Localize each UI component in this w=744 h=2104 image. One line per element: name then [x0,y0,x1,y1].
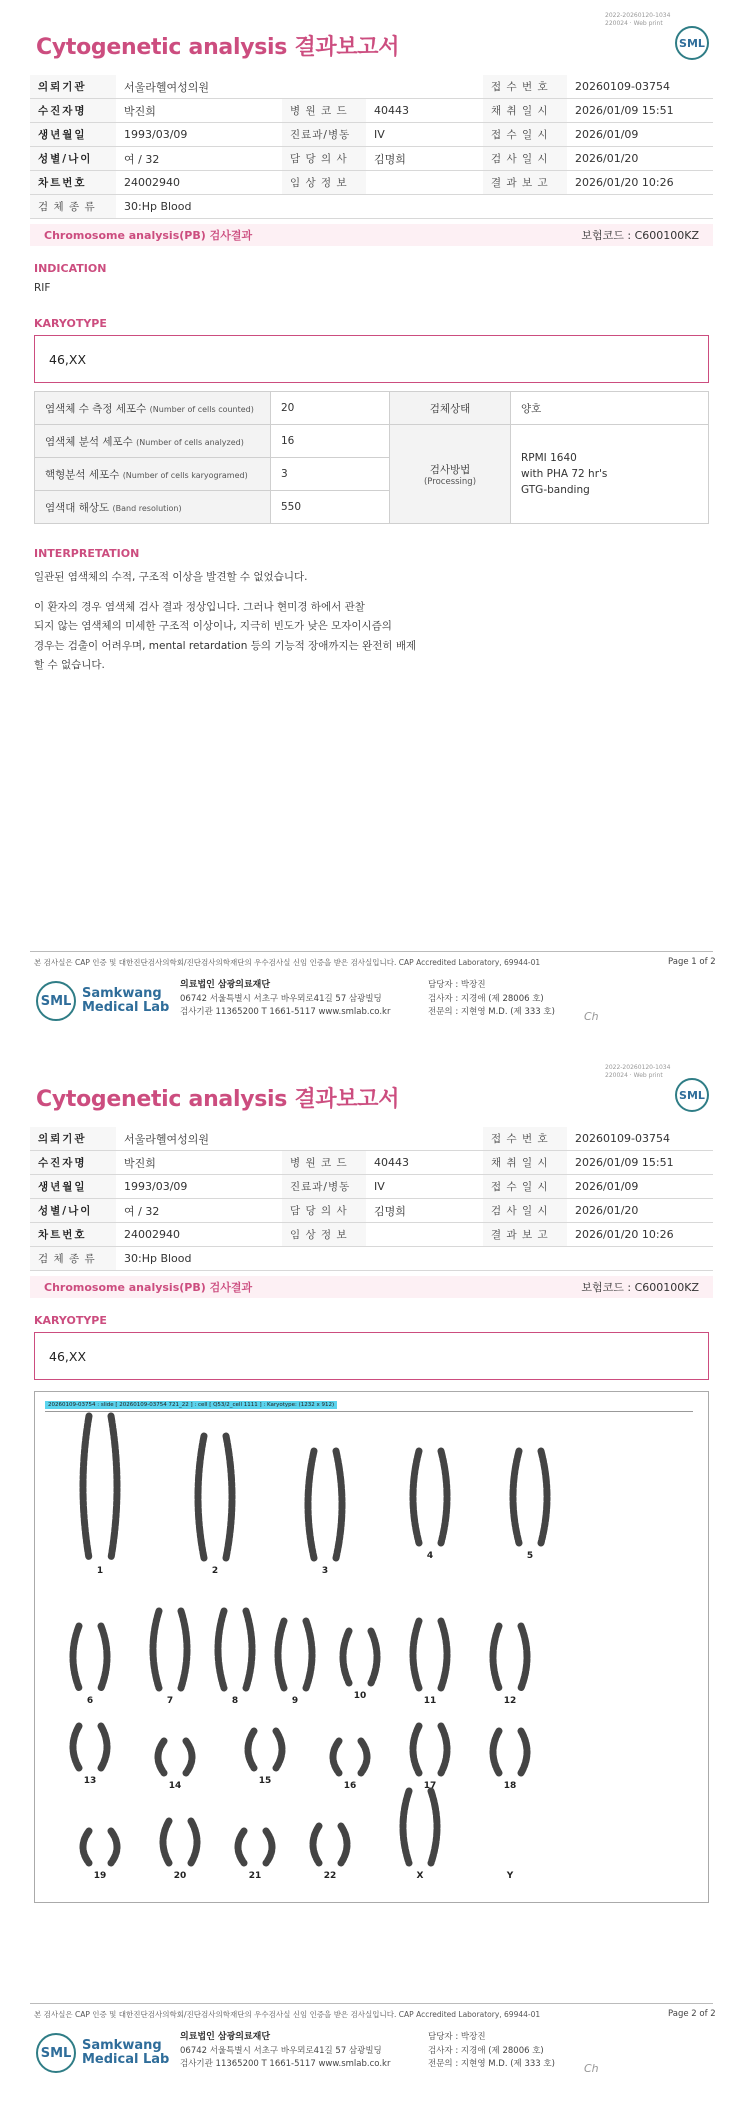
requesting-institution: 서울라헬여성의원 [116,75,483,99]
interpretation-heading: INTERPRETATION [34,547,140,560]
label-cells-karyogramed: 핵형분석 세포수 (Number of cells karyogramed) [35,458,271,491]
label-chart-number: 차트번호 [30,1223,116,1247]
label-band-resolution: 염색대 해상도 (Band resolution) [35,491,271,524]
chromosome-icon [475,1622,545,1692]
patient-name: 박진희 [116,1151,282,1175]
sex-age: 여 / 32 [116,147,282,171]
label-processing-method: 검사방법 (Processing) [390,425,511,524]
label-test-date: 검 사 일 시 [483,1199,567,1223]
label-test-date: 검 사 일 시 [483,147,567,171]
chromosome-icon [65,1827,135,1867]
karyotype-heading: KARYOTYPE [34,317,107,330]
chromosome-pair-22 [295,1822,365,1881]
label-collection-datetime: 채 취 일 시 [483,1151,567,1175]
department: IV [366,123,483,147]
chromosome-pair-17 [395,1722,465,1791]
chromosome-icon [395,1617,465,1692]
chromosome-pair-3 [290,1447,360,1576]
label-cells-counted: 염색체 수 측정 세포수 (Number of cells counted) [35,392,271,425]
chromosome-pair-7 [135,1607,205,1706]
receipt-number: 20260109-03754 [567,75,713,99]
birth-date: 1993/03/09 [116,123,282,147]
print-meta: 2022-20260120-1034 220024 · Web print [605,1064,671,1079]
label-physician: 담 당 의 사 [282,147,366,171]
chromosome-icon [395,1447,465,1547]
label-chart-number: 차트번호 [30,171,116,195]
signature: Ch [584,1010,599,1023]
department: IV [366,1175,483,1199]
chromosome-label: 16 [343,1781,357,1791]
physician: 김명희 [366,1199,483,1223]
specimen-status-value: 양호 [511,392,709,425]
chromosome-label: 22 [323,1871,337,1881]
page-number: Page 1 of 2 [668,957,716,967]
label-hospital-code: 병 원 코 드 [282,99,366,123]
indication-value: RIF [34,282,51,294]
band-resolution-value: 550 [271,491,390,524]
collection-datetime: 2026/01/09 15:51 [567,1151,713,1175]
chromosome-pair-11 [395,1617,465,1706]
chromosome-pair-15 [230,1727,300,1786]
label-specimen-type: 검 체 종 류 [30,195,116,219]
clinical-info [366,1223,483,1247]
karyotype-result-box: 46,XX [34,335,709,383]
label-patient-name: 수진자명 [30,1151,116,1175]
test-date: 2026/01/20 [567,147,713,171]
print-meta: 2022-20260120-1034 220024 · Web print [605,12,671,27]
chromosome-label: 10 [353,1691,367,1701]
label-cells-analyzed: 염색체 분석 세포수 (Number of cells analyzed) [35,425,271,458]
lab-staff: 담당자 : 박장진 검사자 : 지경애 (제 28006 호) 전문의 : 지현영 M.D. (제 333 호) [428,980,555,1017]
label-sex-age: 성별/나이 [30,1199,116,1223]
chromosome-pair-6 [55,1622,125,1706]
label-requesting-institution: 의뢰기관 [30,75,116,99]
indication-heading: INDICATION [34,262,107,275]
chart-number: 24002940 [116,171,282,195]
page-number: Page 2 of 2 [668,2009,716,2019]
chromosome-icon [230,1727,300,1772]
label-patient-name: 수진자명 [30,99,116,123]
cells-counted-value: 20 [271,392,390,425]
accreditation-note: 본 검사실은 CAP 인증 및 대한진단검사의학회/진단검사의학재단의 우수검사실 신임 인증을 받은 검사실입니다. CAP Accredited Laboratory, 69944-01 [34,2010,541,2019]
chromosome-icon [395,1722,465,1777]
hospital-code: 40443 [366,1151,483,1175]
chromosome-icon [220,1827,290,1867]
chromosome-pair-x [385,1787,455,1881]
chromosome-label: 18 [503,1781,517,1791]
chromosome-label: 19 [93,1871,107,1881]
chromosome-pair-16 [315,1737,385,1791]
signature: Ch [584,2062,599,2075]
receipt-date: 2026/01/09 [567,123,713,147]
patient-info-table [30,1127,713,1271]
chromosome-pair-20 [145,1817,215,1881]
lab-staff: 담당자 : 박장진 검사자 : 지경애 (제 28006 호) 전문의 : 지현영 M.D. (제 333 호) [428,2032,555,2069]
sml-logo-icon: SML [36,981,76,1021]
chromosome-icon [135,1607,205,1692]
label-clinical-info: 임 상 정 보 [282,171,366,195]
label-hospital-code: 병 원 코 드 [282,1151,366,1175]
report-title: Cytogenetic analysis 결과보고서 [36,35,400,60]
label-department: 진료과/병동 [282,1175,366,1199]
karyogram-scale-line [45,1411,693,1412]
label-report-datetime: 결 과 보 고 [483,171,567,195]
chromosome-label: 12 [503,1696,517,1706]
patient-info-table [30,75,713,219]
receipt-date: 2026/01/09 [567,1175,713,1199]
result-section-title: Chromosome analysis(PB) 검사결과 [44,1281,253,1294]
chromosome-icon [55,1622,125,1692]
chromosome-label: 2 [211,1566,219,1576]
chromosome-label: 20 [173,1871,187,1881]
chromosome-label: 21 [248,1871,262,1881]
result-section-bar [30,224,713,246]
chromosome-pair-2 [180,1432,250,1576]
chromosome-icon [385,1787,455,1867]
report-datetime: 2026/01/20 10:26 [567,1223,713,1247]
interpretation-body [34,568,474,676]
label-birth-date: 생년월일 [30,1175,116,1199]
label-specimen-status: 검체상태 [390,392,511,425]
chromosome-pair-14 [140,1737,210,1791]
chromosome-label: 8 [231,1696,239,1706]
chromosome-icon [315,1737,385,1777]
cells-karyogramed-value: 3 [271,458,390,491]
label-clinical-info: 임 상 정 보 [282,1223,366,1247]
label-requesting-institution: 의뢰기관 [30,1127,116,1151]
chromosome-icon [140,1737,210,1777]
karyotype-result-box: 46,XX [34,1332,709,1380]
chromosome-pair-4 [395,1447,465,1561]
chromosome-label: 9 [291,1696,299,1706]
chromosome-label: Y [506,1871,514,1881]
chromosome-label: X [416,1871,424,1881]
sex-age: 여 / 32 [116,1199,282,1223]
chromosome-icon [180,1432,250,1562]
chromosome-icon [475,1787,545,1867]
birth-date: 1993/03/09 [116,1175,282,1199]
chromosome-pair-21 [220,1827,290,1881]
cell-analysis-table [34,391,709,524]
requesting-institution: 서울라헬여성의원 [116,1127,483,1151]
label-collection-datetime: 채 취 일 시 [483,99,567,123]
chromosome-icon [495,1447,565,1547]
sml-logo-icon: SML [36,2033,76,2073]
receipt-number: 20260109-03754 [567,1127,713,1151]
chromosome-label: 4 [426,1551,434,1561]
chromosome-icon [65,1412,135,1562]
karyotype-heading: KARYOTYPE [34,1314,107,1327]
chromosome-label: 1 [96,1566,104,1576]
chromosome-pair-19 [65,1827,135,1881]
chromosome-icon [55,1722,125,1772]
label-department: 진료과/병동 [282,123,366,147]
chromosome-label: 14 [168,1781,182,1791]
interpretation-summary: 일관된 염색체의 수적, 구조적 이상을 발견할 수 없었습니다. [34,571,308,583]
physician: 김명희 [366,147,483,171]
result-section-bar [30,1276,713,1298]
chromosome-label: 13 [83,1776,97,1786]
chromosome-pair-12 [475,1622,545,1706]
label-specimen-type: 검 체 종 류 [30,1247,116,1271]
chromosome-label: 5 [526,1551,534,1561]
accreditation-note: 본 검사실은 CAP 인증 및 대한진단검사의학회/진단검사의학재단의 우수검사실 신임 인증을 받은 검사실입니다. CAP Accredited Laboratory, 69944-01 [34,958,541,967]
chromosome-icon [290,1447,360,1562]
label-receipt-date: 접 수 일 시 [483,1175,567,1199]
report-title: Cytogenetic analysis 결과보고서 [36,1087,400,1112]
chromosome-label: 7 [166,1696,174,1706]
label-birth-date: 생년월일 [30,123,116,147]
interpretation-detail: 이 환자의 경우 염색체 검사 결과 정상입니다. 그러나 현미경 하에서 관찰 되지 않는 염색체의 미세한 구조적 이상이나, 지극히 빈도가 낮은 모자이시즘의 경우는 검출이 어려우며, mental retardation 등의 기능적 장애까지는 완전히 배제 할 수 없습니다. [34,600,417,671]
chromosome-label: 17 [423,1781,437,1791]
chromosome-pair-10 [325,1627,395,1701]
lab-address: 의료법인 삼광의료재단 06742 서울특별시 서초구 바우뫼로41길 57 삼광빌딩 검사기관 11365200 T 1661-5117 www.smlab.co.kr [180,980,391,1017]
chromosome-label: 11 [423,1696,437,1706]
chromosome-pair-1 [65,1412,135,1576]
sml-logo-icon: SML [675,26,709,60]
chromosome-icon [260,1617,330,1692]
label-sex-age: 성별/나이 [30,147,116,171]
sml-logo-icon: SML [675,1078,709,1112]
karyogram-image [34,1391,709,1903]
chromosome-icon [145,1817,215,1867]
label-physician: 담 당 의 사 [282,1199,366,1223]
chromosome-icon [475,1727,545,1777]
cells-analyzed-value: 16 [271,425,390,458]
chart-number: 24002940 [116,1223,282,1247]
specimen-type: 30:Hp Blood [116,1247,713,1271]
lab-address: 의료법인 삼광의료재단 06742 서울특별시 서초구 바우뫼로41길 57 삼광빌딩 검사기관 11365200 T 1661-5117 www.smlab.co.kr [180,2032,391,2069]
label-receipt-date: 접 수 일 시 [483,123,567,147]
chromosome-pair-18 [475,1727,545,1791]
label-receipt-number: 접 수 번 호 [483,1127,567,1151]
samkwang-logo: SML Samkwang Medical Lab [36,2033,169,2073]
insurance-code: 보험코드 : C600100KZ [581,1281,699,1294]
karyogram-header: 20260109-03754 : slide [ 20260109-03754 721_22 ] : cell [ Q53/2_cell 1111 ] : Karyotype: (1232 x 912) [45,1401,337,1409]
processing-method-value: RPMI 1640 with PHA 72 hr's GTG-banding [511,425,709,524]
test-date: 2026/01/20 [567,1199,713,1223]
chromosome-label: 15 [258,1776,272,1786]
chromosome-pair-9 [260,1617,330,1706]
footer-divider [30,2003,713,2004]
samkwang-logo: SML Samkwang Medical Lab [36,981,169,1021]
chromosome-icon [325,1627,395,1687]
collection-datetime: 2026/01/09 15:51 [567,99,713,123]
footer-divider [30,951,713,952]
chromosome-label: 6 [86,1696,94,1706]
label-report-datetime: 결 과 보 고 [483,1223,567,1247]
patient-name: 박진희 [116,99,282,123]
hospital-code: 40443 [366,99,483,123]
chromosome-pair-y [475,1787,545,1881]
chromosome-label: 3 [321,1566,329,1576]
specimen-type: 30:Hp Blood [116,195,713,219]
label-receipt-number: 접 수 번 호 [483,75,567,99]
chromosome-icon [295,1822,365,1867]
report-datetime: 2026/01/20 10:26 [567,171,713,195]
clinical-info [366,171,483,195]
chromosome-pair-5 [495,1447,565,1561]
insurance-code: 보험코드 : C600100KZ [581,229,699,242]
chromosome-pair-13 [55,1722,125,1786]
result-section-title: Chromosome analysis(PB) 검사결과 [44,229,253,242]
